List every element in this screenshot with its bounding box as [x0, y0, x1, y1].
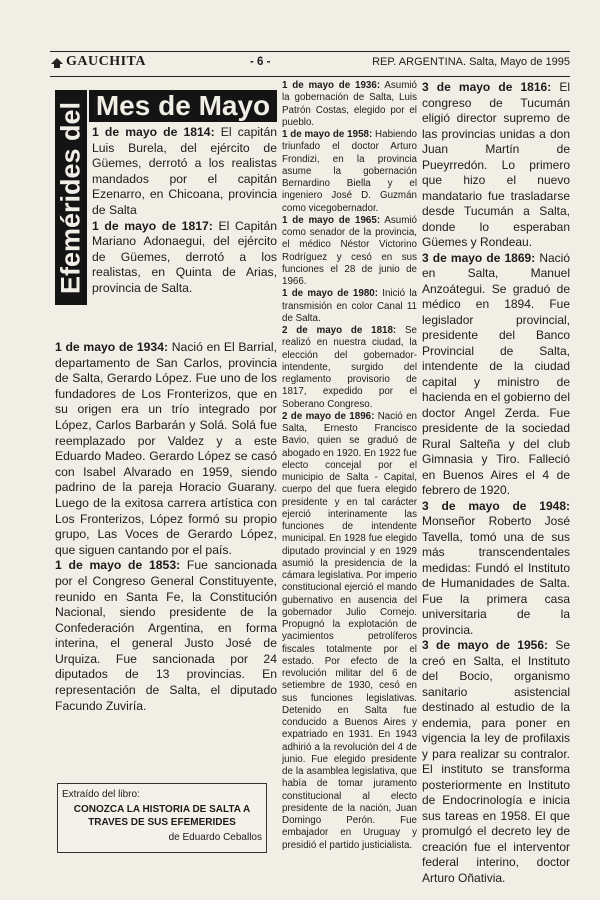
entry [282, 80, 417, 129]
page-number: - 6 - [250, 56, 271, 68]
gaucho-icon [50, 55, 64, 69]
entry [55, 340, 277, 558]
entry-date: 2 de mayo de 1818: [282, 325, 397, 336]
entry-text: El Capitán Mariano Adonaegui, del ejército de Güemes, derrotó a los realistas, en Quinta de Arias, provincia de Salta. [92, 218, 277, 295]
sidebar-title: Efemérides del [55, 101, 86, 294]
entry-text: Asumió la gobernación de Salta, Luis Patrón Costas, elegido por el pueblo. [282, 80, 417, 128]
entry-date: 1 de mayo de 1965: [282, 214, 381, 226]
entry-text: Fue sancionada por el Congreso General Constituyente, reunido en Santa Fe, la Constitución Nacional, siendo presidente de la Confederación Argentina, en forma interina, el general Justo José de Urquiza. Fue sancionada por 24 diputados de 13 provincias. En representación de Salta, el diputado Facundo Zuviría. [55, 558, 278, 713]
entry-text: El capitán Luis Burela, del ejército de Güemes, derrotó a los realistas mandados por el capitán Ezenarro, en Chicoana, provincia de Salta [92, 125, 277, 217]
header-rule-top [50, 51, 570, 52]
entry-date: 1 de mayo de 1958: [282, 129, 373, 140]
entry [422, 499, 570, 639]
entry-text: Se creó en Salta, el Instituto del Bocio, organismo sanitario asistencial destinado al estudio de la endemia, para poner en vigencia la ley de profilaxis y para realizar su contralor. El instituto se transforma posteriormente en Instituto de Endocrinología e inicia sus tareas en 1958. El que promulgó el decreto ley de creación fue el interventor federal interino, doctor Arturo Oñativia. [422, 638, 570, 885]
dateline: REP. ARGENTINA. Salta, Mayo de 1995 [372, 56, 570, 68]
entry-text: Nació en Salta, Manuel Anzoátegui. Se graduó de médico en 1894. Fue legislador provincial, presidente del Banco Provincial de Salta, intendente de la ciudad capital y ministro de hacienda en el gobierno del doctor Angel Zerda. Fue presidente de la sociedad Rural Salteña y del club Gimnasia y Tiro. Falleció en Buenos Aires el 4 de febrero de 1920. [422, 250, 571, 497]
entry [282, 215, 417, 289]
entry [422, 80, 570, 251]
entry-text: El congreso de Tucumán eligió director supremo de las provincias unidas a don Juan Martín de Pueyrredón. Lo primero que hizo el nuevo mandatario fue trasladarse desde Tucumán a Salta, donde lo esperaban Güemes y Rondeau. [422, 80, 570, 249]
entry-text: Se realizó en nuestra ciudad, la elección del gobernador-intendente, surgido del reglamento provisorio de 1817, expedido por el Soberano Congreso. [282, 325, 417, 410]
column-1-top [92, 125, 277, 297]
entry [422, 251, 570, 499]
header-rule-bottom [50, 76, 570, 77]
source-box [57, 783, 267, 853]
entry [282, 325, 417, 411]
entry-text: Asumió como senador de la provincia, el médico Néstor Victorino Rodríguez y cesó en sus funciones el 28 de junio de 1966. [282, 214, 417, 287]
entry [282, 411, 417, 852]
entry-date: 3 de mayo de 1816: [422, 80, 552, 94]
sidebar-title-box [55, 90, 87, 305]
entry-date: 1 de mayo de 1980: [282, 288, 378, 300]
entry-text: Monseñor Roberto José Tavella, tomó una de sus más transcendentales medidas: Fundó el Instituto de Humanidades de Salta. Fue la primera casa universitaria de la provincia. [422, 514, 570, 637]
entry-date: 3 de mayo de 1956: [422, 638, 548, 652]
entry-text: Inició la transmisión en color Canal 11 de Salta. [282, 288, 417, 324]
entry-date: 3 de mayo de 1948: [422, 498, 570, 513]
entry [92, 125, 277, 219]
entry-text: Nació en El Barrial, departamento de San Carlos, provincia de Salta, Gerardo López. Fue uno de los fundadores de Los Fronterizos, que en su origen era un trío integrado por López, Carlos Barbarán y Solá. Solá fue reemplazado por Valdez y a este Eduardo Madeo. Gerardo López se casó con Isabel Alvarado en 1959, siendo padrino de la pareja Horacio Guarany. Luego de la exitosa carrera artística con Los Fronterizos, López formó su propio grupo, Las Voces de Gerardo López, que siguen cantando por el país. [55, 340, 278, 557]
entry-date: 1 de mayo de 1853: [55, 558, 181, 573]
entry-date: 1 de mayo de 1814: [92, 125, 215, 139]
entry-date: 3 de mayo de 1869: [422, 250, 536, 265]
page-header [50, 52, 570, 76]
entry [92, 219, 277, 297]
entry-date: 1 de mayo de 1817: [92, 218, 213, 233]
column-2 [282, 80, 417, 852]
source-author: de Eduardo Ceballos [168, 832, 262, 843]
logo-text: GAUCHITA [66, 54, 146, 69]
entry-date: 1 de mayo de 1934: [55, 340, 169, 354]
entry-date: 2 de mayo de 1896: [282, 410, 375, 422]
entry-text: Nació en Salta, Ernesto Francisco Bavio, quien se graduó de abogado en 1920. En 1922 fue electo concejal por el municipio de Salta - Capital, cuerpo del que fuera elegido presidente y en tal carácter ejerció interinamente las funciones de intendente municipal. En 1928 fue elegido diputado provincial y en 1929 asumió la presidencia de la cámara legislativa. Por imperio constitucional ejerció el mando gubernativo en ausencia del gobernador Julio Cornejo. Propugnó la explotación de yacimientos petrolíferos fiscales totalmente por el estado. Por efecto de la revolución militar del 6 de setiembre de 1930, cesó en sus funciones legislativas. Detenido en Salta fue conducido a Buenos Aires y expatriado en 1931. En 1943 adhirió a la revolución del 4 de junio. Fue elegido presidente de la asamblea legislativa, que había de tomar juramento constitucional al electo presidente de la nación, Juan Domingo Perón. Fue embajador en Uruguay y presidió el partido justicialista. [282, 410, 417, 851]
main-title: Mes de Mayo [89, 90, 277, 122]
source-book-title: CONOZCA LA HISTORIA DE SALTA A TRAVES DE SUS EFEMERIDES [73, 804, 251, 828]
column-1-bottom [55, 340, 277, 714]
entry [422, 638, 570, 886]
entry-text: Habiendo triunfado el doctor Arturo Frondizi, en la provincia asume la gobernación Bernardino Biella y el ingeniero José D. Guzmán como vicegobernador. [282, 129, 417, 214]
entry-date: 1 de mayo de 1936: [282, 80, 381, 91]
publication-logo [50, 54, 146, 70]
source-label: Extraído del libro: [62, 789, 140, 800]
entry [282, 129, 417, 215]
entry [282, 288, 417, 325]
entry [55, 558, 277, 714]
column-3 [422, 80, 570, 886]
